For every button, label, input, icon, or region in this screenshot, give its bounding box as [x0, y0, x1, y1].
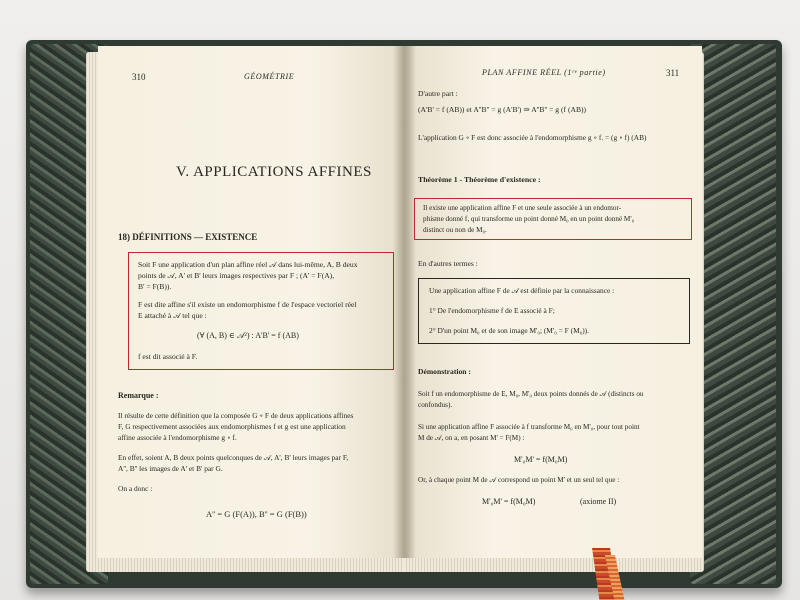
- demo-line: Si une application affine F associée à f transforme M₀ en M'₀, pour tout point: [418, 423, 640, 431]
- running-head: PLAN AFFINE RÉEL (1ʳᵉ partie): [482, 68, 606, 77]
- demo-line: M de 𝒜, on a, en posant M' = F(M) :: [418, 434, 525, 442]
- left-page: [98, 46, 404, 558]
- gutter-shadow: [394, 46, 416, 558]
- right-page: [404, 46, 702, 558]
- formula-top: (A'B' = f (AB)) et A''B'' = g (A'B') ⇒ A''B'' = g (f (AB)): [418, 105, 587, 114]
- summary-line: Une application affine F de 𝒜 est définie par la connaissance :: [429, 286, 615, 295]
- chapter-title: V. APPLICATIONS AFFINES: [176, 164, 372, 180]
- remark-line: En effet, soient A, B deux points quelconques de 𝒜, A', B' leurs images par F,: [118, 453, 349, 462]
- text-line: D'autre part :: [418, 89, 458, 98]
- remark-line: Il résulte de cette définition que la composée G ∘ F de deux applications affines: [118, 411, 354, 420]
- text-line: Or, à chaque point M de 𝒜 correspond un point M' et un seul tel que :: [418, 476, 620, 484]
- section-title: 18) DÉFINITIONS — EXISTENCE: [118, 232, 258, 242]
- definition-box: [128, 252, 394, 370]
- theorem-box: [414, 198, 692, 240]
- remark-heading: Remarque :: [118, 391, 159, 400]
- demo-line: Soit f un endomorphisme de E, M₀, M'₀ deux points donnés de 𝒜 (distincts ou: [418, 390, 644, 398]
- remark-line: On a donc :: [118, 484, 153, 493]
- formula-last: M'₀M' = f(M₀M): [482, 497, 536, 506]
- theorem-line: Il existe une application affine F et une seule associée à un endomor-: [423, 204, 622, 212]
- formula-bottom: A'' = G (F(A)), B'' = G (F(B)): [206, 509, 307, 519]
- text-line: En d'autres termes :: [418, 259, 478, 268]
- definition-line: F est dite affine s'il existe un endomorphisme f de l'espace vectoriel réel: [138, 300, 357, 309]
- page-number: 311: [666, 68, 680, 78]
- formula-mid: M'₀M' = f(M₀M): [514, 455, 568, 464]
- axiome-label: (axiome II): [580, 497, 617, 506]
- page-number: 310: [132, 72, 146, 82]
- running-head: GÉOMÉTRIE: [244, 72, 295, 81]
- summary-box: [418, 278, 690, 344]
- remark-line: A'', B'' les images de A' et B' par G.: [118, 464, 223, 473]
- theorem-heading: Théorème 1 - Théorème d'existence :: [418, 175, 541, 184]
- theorem-line: phisme donné f, qui transforme un point donné M₀ en un point donné M'₀: [423, 215, 635, 223]
- definition-line: Soit F une application d'un plan affine réel 𝒜 dans lui-même, A, B deux: [138, 260, 358, 269]
- summary-line: 1° De l'endomorphisme f de E associé à F;: [429, 306, 555, 315]
- text-line: L'application G ∘ F est donc associée à l'endomorphisme g ∘ f. = (g ∘ f) (AB): [418, 133, 647, 142]
- definition-formula: (∀ (A, B) ∈ 𝒜²) : A'B' = f (AB): [197, 331, 299, 340]
- definition-line: points de 𝒜, A' et B' leurs images respectives par F ; (A' = F(A),: [138, 271, 335, 280]
- demo-line: confondus).: [418, 401, 453, 409]
- definition-line: B' = F(B)).: [138, 282, 172, 291]
- theorem-line: distinct ou non de M₀.: [423, 226, 487, 234]
- remark-line: F, G respectivement associées aux endomorphismes f et g est une application: [118, 422, 346, 431]
- definition-line: f est dit associé à F.: [138, 352, 198, 361]
- demo-heading: Démonstration :: [418, 367, 471, 376]
- remark-line: affine associée à l'endomorphisme g ∘ f.: [118, 433, 237, 442]
- summary-line: 2° D'un point M₀ et de son image M'₀; (M'₀ = F (M₀)).: [429, 326, 589, 335]
- definition-line: E attaché à 𝒜 tel que :: [138, 311, 207, 320]
